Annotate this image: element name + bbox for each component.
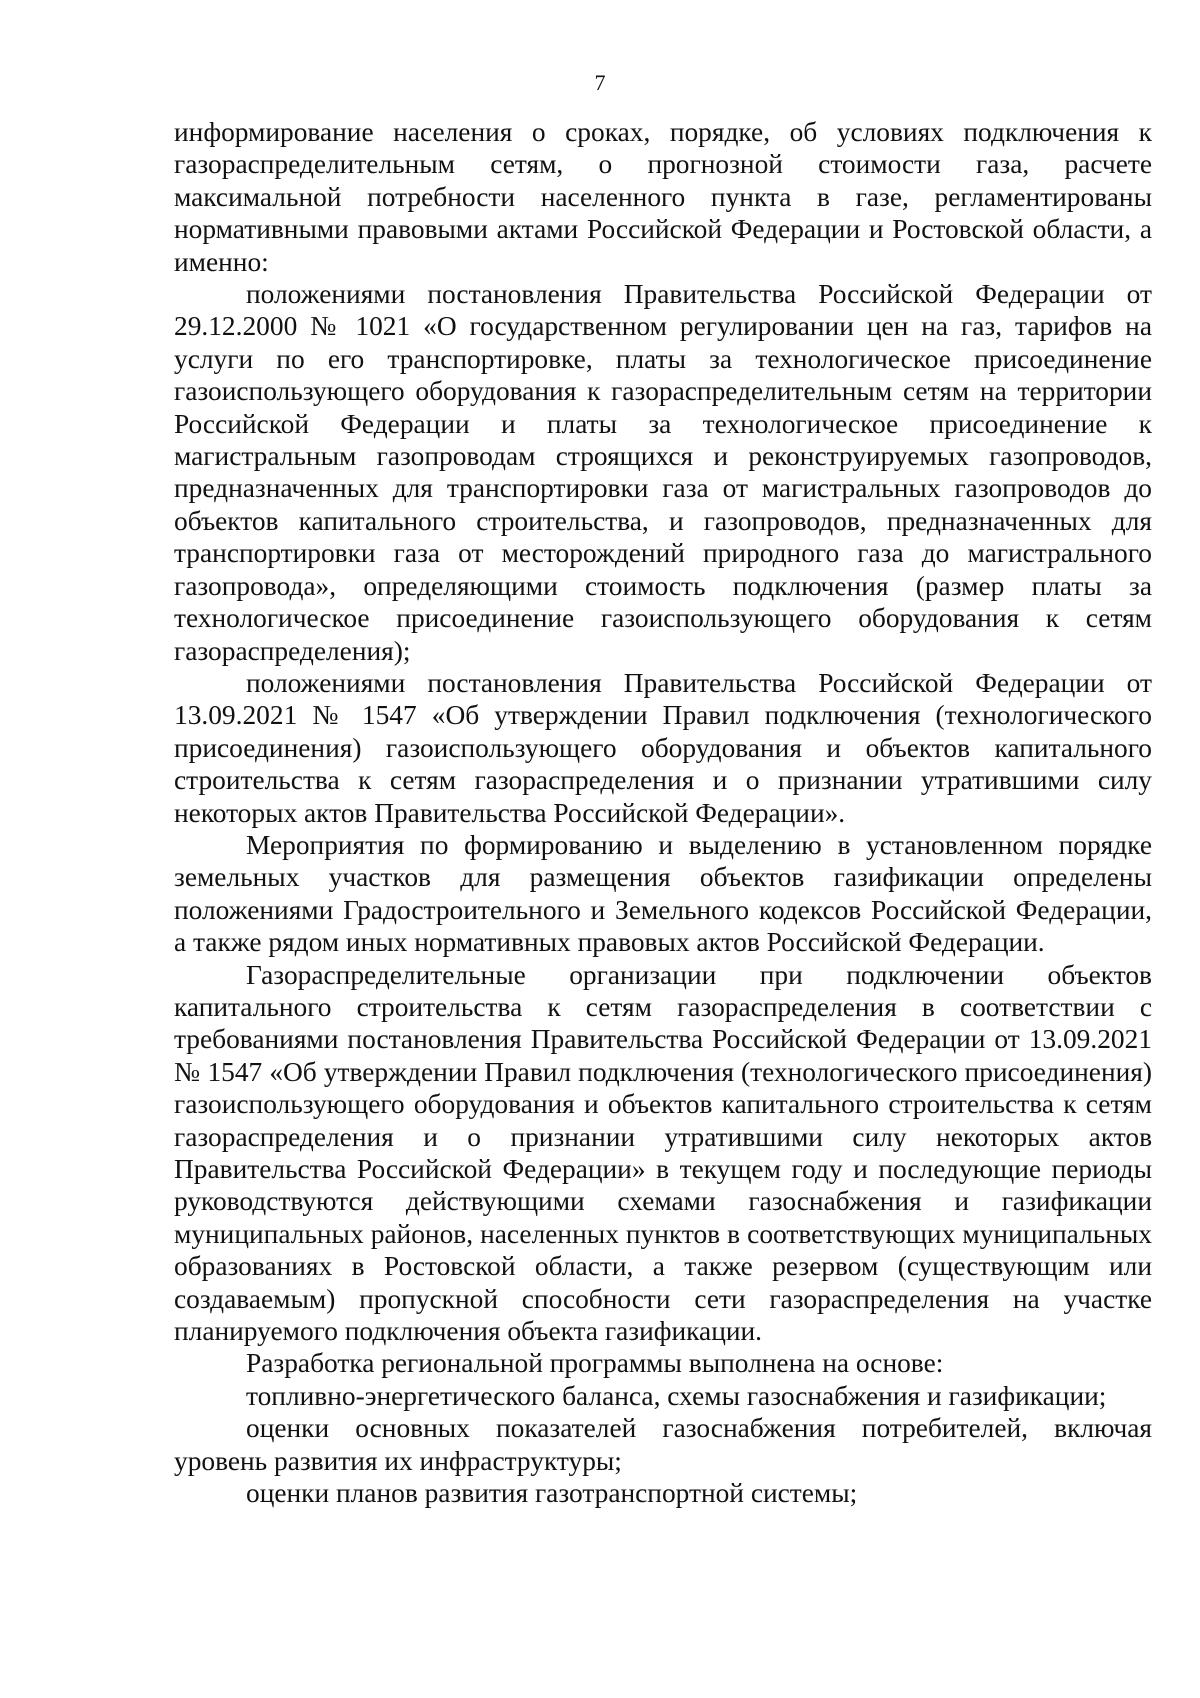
- paragraph-intro: информирование населения о сроках, порядке, об условиях подключения к газораспределительным сетям, о прогнозной стоимости газа, расчете максимальной потребности населенного пункта в газе, регламентированы нормативными правовыми актами Российской Федерации и Ростовской области, а именно:: [174, 117, 1152, 277]
- paragraph-decree-1547: положениями постановления Правительства Российской Федерации от 13.09.2021 № 1547 «Об утверждении Правил подключения (технологического присоединения) газоиспользующего оборудования и объектов капитального строительства к сетям газораспределения и о признании утратившими силу некоторых актов Правительства Российской Федерации».: [174, 667, 1152, 828]
- paragraph-gas-distribution-orgs: Газораспределительные организации при подключении объектов капитального строительства к сетям газораспределения в соответствии с требованиями постановления Правительства Российской Федерации от 13.09.2021 № 1547 «Об утверждении Правил подключения (технологического присоединения) газоиспользующего оборудования и объектов капитального строительства к сетям газораспределения и о признании утратившими силу некоторых актов Правительства Российской Федерации» в текущем году и последующие периоды руководствуются действующими схемами газоснабжения и газификации муниципальных районов, населенных пунктов в соответствующих муниципальных образованиях в Ростовской области, а также резервом (существующим или создаваемым) пропускной способности сети газораспределения на участке планируемого подключения объекта газификации.: [174, 959, 1152, 1347]
- page-number: 7: [594, 70, 606, 95]
- paragraph-program-basis: Разработка региональной программы выполнена на основе:: [246, 1348, 944, 1379]
- list-item: оценки планов развития газотранспортной системы;: [246, 1478, 858, 1509]
- list-item: топливно-энергетического баланса, схемы газоснабжения и газификации;: [246, 1380, 1107, 1411]
- paragraph-land-plots: Мероприятия по формированию и выделению в установленном порядке земельных участков для размещения объектов газификации определены положениями Градостроительного и Земельного кодексов Российской Федерации, а также рядом иных нормативных правовых актов Российской Федерации.: [174, 829, 1152, 958]
- list-item: оценки основных показателей газоснабжения потребителей, включая уровень развития их инфраструктуры;: [174, 1413, 1152, 1476]
- paragraph-decree-1021: положениями постановления Правительства Российской Федерации от 29.12.2000 № 1021 «О государственном регулировании цен на газ, тарифов на услуги по его транспортировке, платы за технологическое присоединение газоиспользующего оборудования к газораспределительным сетям на территории Российской Федерации и платы за технологическое присоединение к магистральным газопроводам строящихся и реконструируемых газопроводов, предназначенных для транспортировки газа от магистральных газопроводов до объектов капитального строительства, и газопроводов, предназначенных для транспортировки газа от месторождений природного газа до магистрального газопровода», определяющими стоимость подключения (размер платы за технологическое присоединение газоиспользующего оборудования к сетям газораспределения);: [174, 279, 1152, 666]
- document-body: [174, 116, 1152, 1509]
